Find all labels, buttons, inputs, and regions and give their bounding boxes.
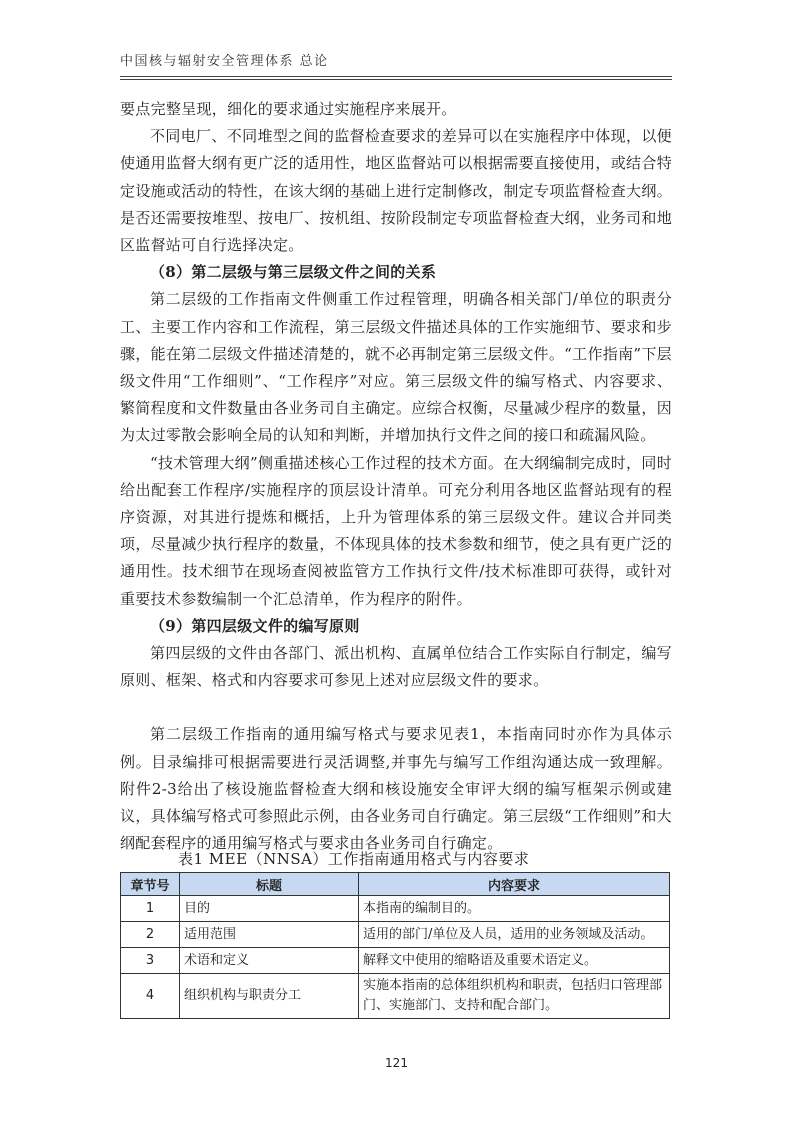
section-heading: （8）第二层级与第三层级文件之间的关系 [150,263,437,282]
paragraph: 第二层级的工作指南文件侧重工作过程管理，明确各相关部门/单位的职责分工、主要工作内容和工作流程，第三层级文件描述具体的工作实施细节、要求和步骤，能在第二层级文件描述清楚的，就不必再制定第三层级文件。“工作指南”下层级文件用“工作细则”、“工作程序”对应。第三层级文件的编写格式、内容要求、繁简程度和文件数量由各业务司自主确定。应综合权衡，尽量减少程序的数量，因为太过零散会影响全局的认知和判断，并增加执行文件之间的接口和疏漏风险。 [120,290,672,445]
paragraph: 第四层级的文件由各部门、派出机构、直属单位结合工作实际自行制定，编写原则、框架、格式和内容要求可参见上述对应层级文件的要求。 [120,644,672,690]
section-content: 本指南的编制目的。 [359,896,670,922]
body-text [120,96,672,857]
section-number: 1 [121,896,180,922]
section-content: 解释文中使用的缩略语及重要术语定义。 [359,948,670,974]
paragraph: “技术管理大纲”侧重描述核心工作过程的技术方面。在大纲编制完成时，同时给出配套工作程序/实施程序的顶层设计清单。可充分利用各地区监督站现有的程序资源，对其进行提炼和概括，上升为管理体系的第三层级文件。建议合并同类项，尽量减少执行程序的数量，不体现具体的技术参数和细节，使之具有更广泛的通用性。技术细节在现场查阅被监管方工作执行文件/技术标准即可获得，或针对重要技术参数编制一个汇总清单，作为程序的附件。 [120,453,672,608]
table-row [121,974,670,1019]
table-row [121,922,670,948]
requirements-table [120,872,670,1019]
section-content: 适用的部门/单位及人员，适用的业务领域及活动。 [359,922,670,948]
header-cell-section: 章节号 [121,873,180,896]
paragraph: 第二层级工作指南的通用编写格式与要求见表1，本指南同时亦作为具体示例。目录编排可根据需要进行灵活调整,并事先与编写工作组沟通达成一致理解。附件2-3给出了核设施监督检查大纲和核设施安全审评大纲的编写框架示例或建议，具体编写格式可参照此示例，由各业务司自行确定。第三层级“工作细则”和大纲配套程序的通用编写格式与要求由各业务司自行确定。 [120,725,672,853]
header-rule-thin [120,79,672,80]
section-title: 组织机构与职责分工 [180,974,359,1019]
table-caption: 表1 MEE（NNSA）工作指南通用格式与内容要求 [178,850,530,868]
section-content: 实施本指南的总体组织机构和职责，包括归口管理部门、实施部门、支持和配合部门。 [359,974,670,1019]
section-number: 4 [121,974,180,1019]
header-cell-content: 内容要求 [359,873,670,896]
header-rule [120,76,672,77]
page-number: 121 [385,1056,408,1070]
header-cell-title: 标题 [180,873,359,896]
paragraph: 要点完整呈现，细化的要求通过实施程序来展开。 [120,100,457,118]
table-row [121,948,670,974]
paragraph: 不同电厂、不同堆型之间的监督检查要求的差异可以在实施程序中体现，以便使通用监督大纲有更广泛的适用性，地区监督站可以根据需要直接使用，或结合特定设施或活动的特性，在该大纲的基础上进行定制修改，制定专项监督检查大纲。是否还需要按堆型、按电厂、按机组、按阶段制定专项监督检查大纲，业务司和地区监督站可自行选择决定。 [120,127,672,255]
section-title: 术语和定义 [180,948,359,974]
section-number: 3 [121,948,180,974]
table-header-row [121,873,670,896]
section-heading: （9）第四层级文件的编写原则 [150,616,360,635]
spacer [120,694,672,721]
section-title: 目的 [180,896,359,922]
section-number: 2 [121,922,180,948]
section-title: 适用范围 [180,922,359,948]
running-header: 中国核与辐射安全管理体系 总论 [120,54,329,69]
table-row [121,896,670,922]
